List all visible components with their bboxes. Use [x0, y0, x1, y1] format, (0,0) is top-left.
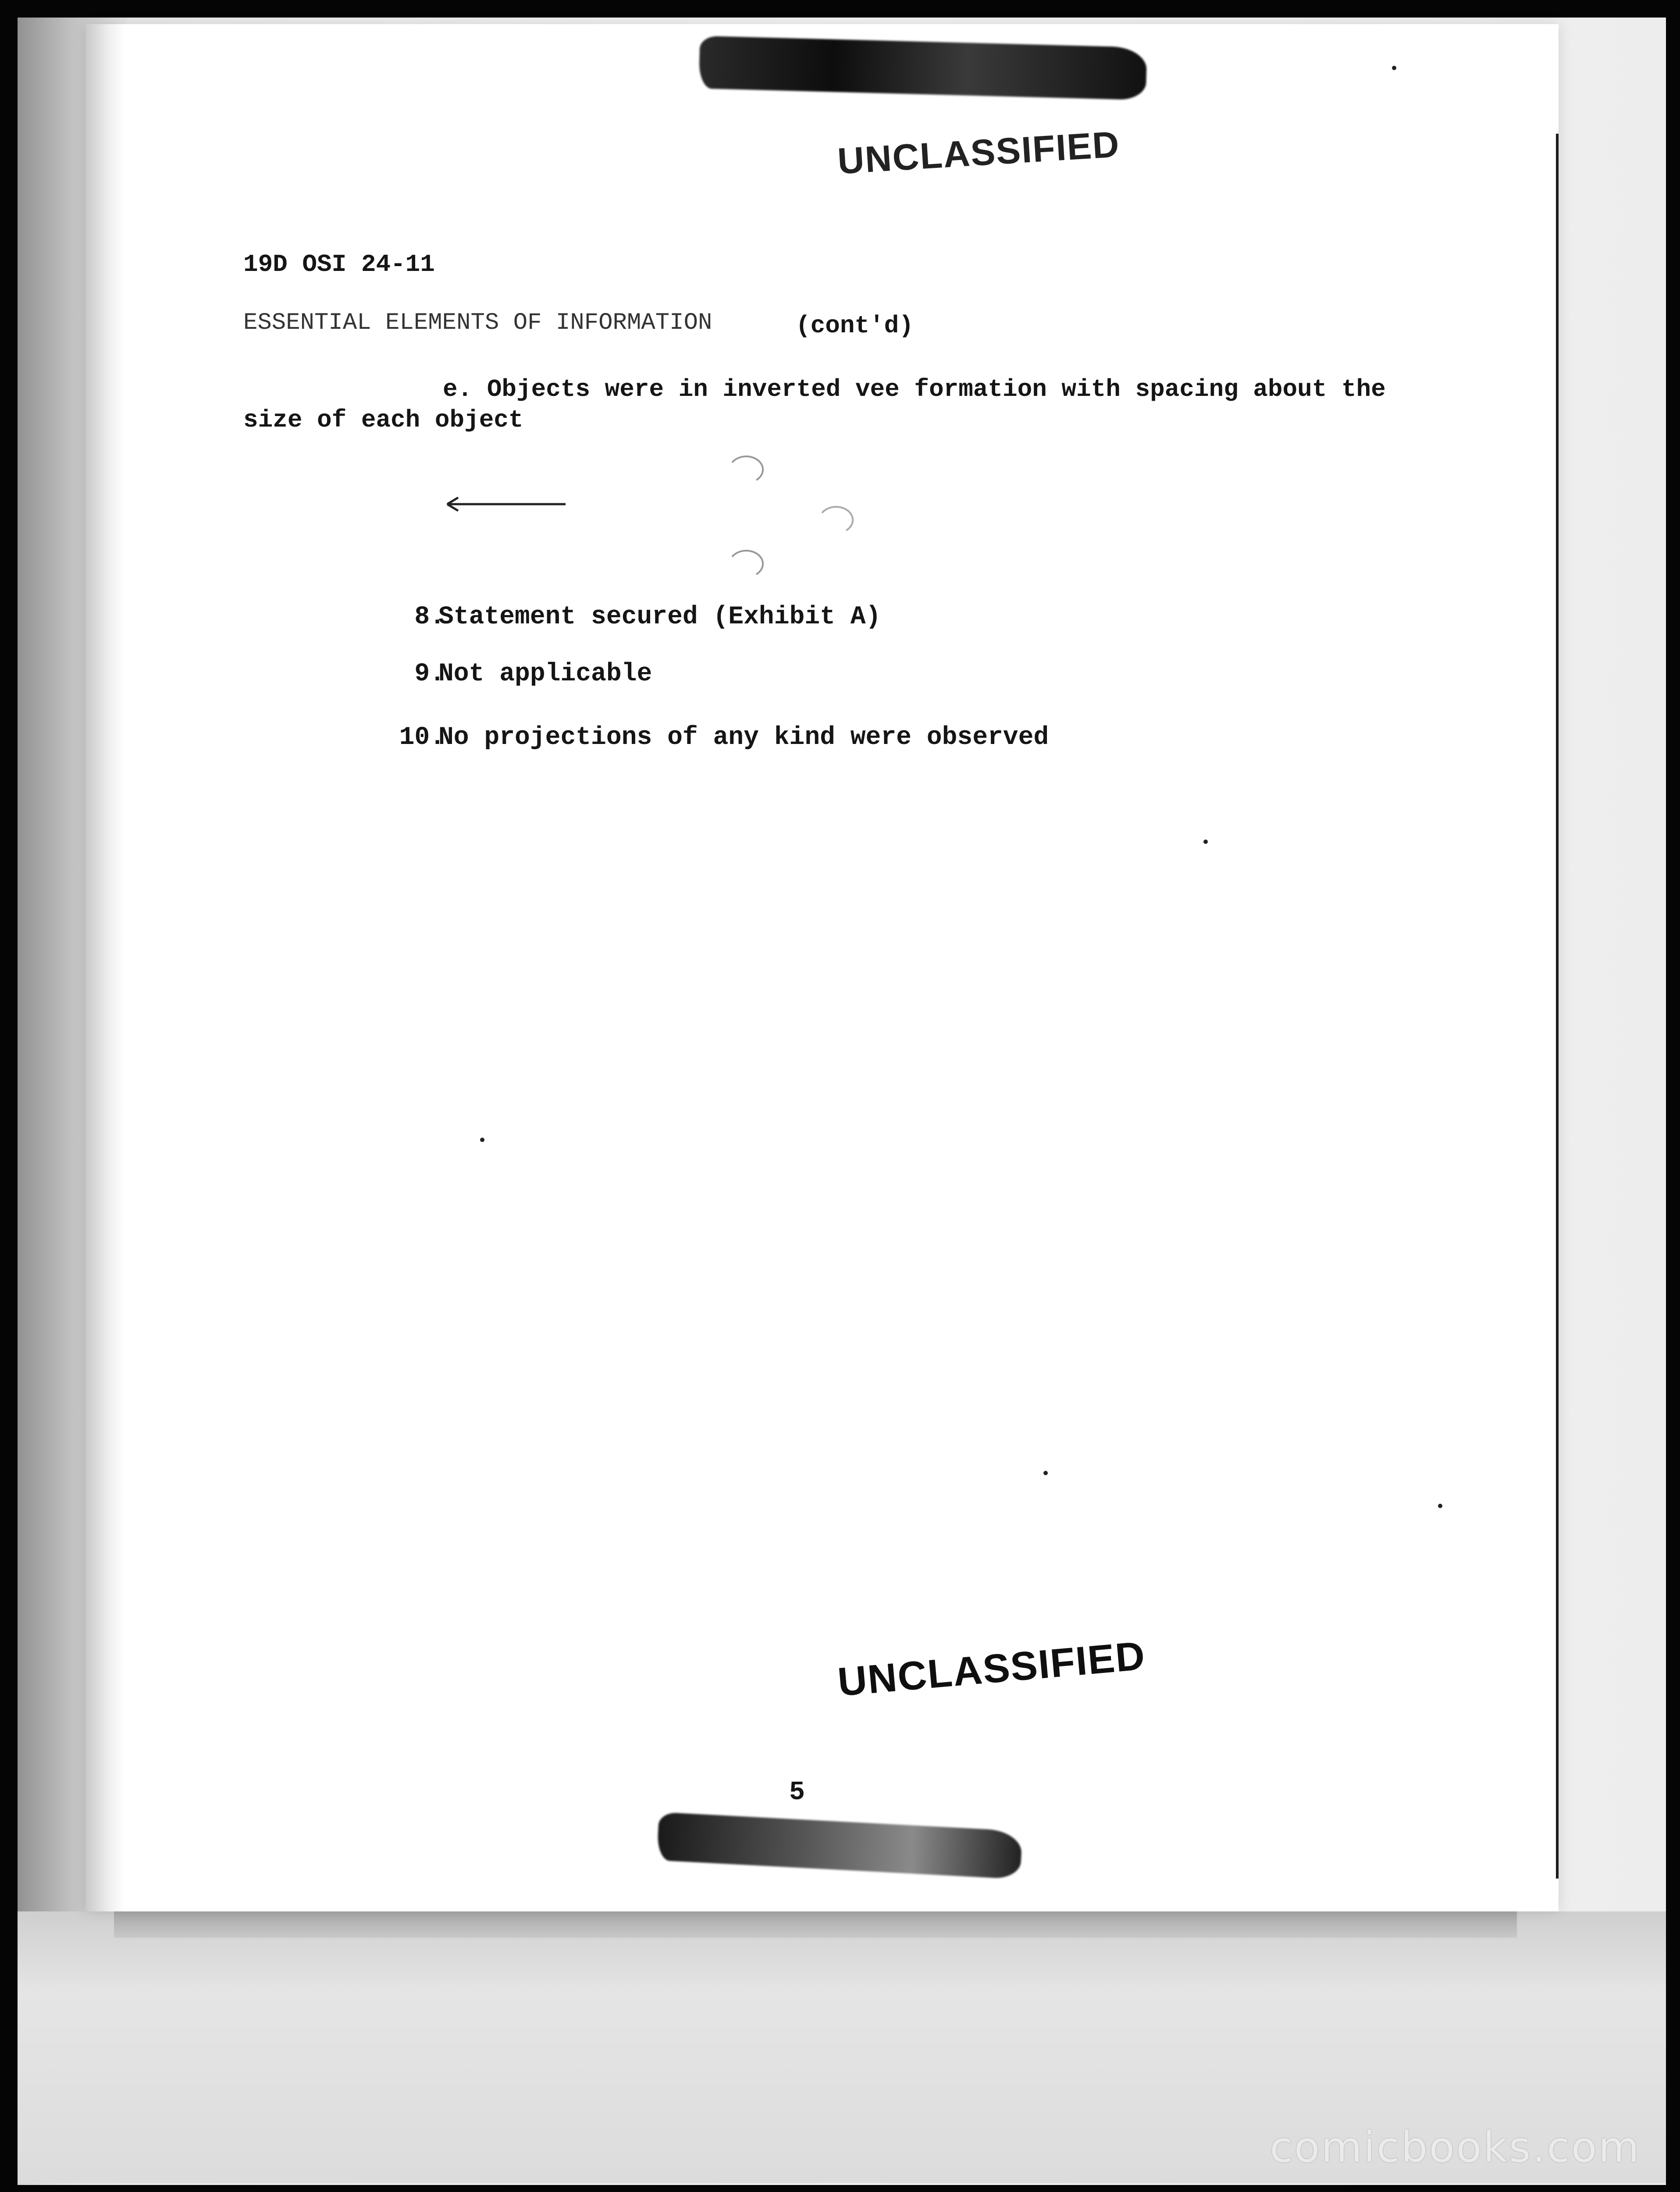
bottom-redaction-mark [657, 1812, 1023, 1879]
item-number: 10. [399, 723, 445, 752]
page-bottom-shadow [114, 1911, 1517, 1938]
document-page [85, 24, 1559, 1911]
item-e-line-1: e. Objects were in inverted vee formation with spacing about the [443, 375, 1386, 403]
section-heading: ESSENTIAL ELEMENTS OF INFORMATION [243, 310, 712, 336]
page-right-edge-line [1556, 134, 1559, 1879]
formation-object-bottom [732, 551, 763, 574]
paper-speck [1438, 1504, 1442, 1508]
page-left-edge [85, 24, 125, 1911]
item-number: 8. [414, 603, 445, 631]
formation-object-right [822, 507, 853, 530]
item-number: 9. [414, 660, 445, 688]
header-unclassified-stamp: UNCLASSIFIED [836, 123, 1121, 182]
item-text: Not applicable [438, 660, 652, 688]
top-redaction-mark [699, 36, 1147, 100]
paper-speck [1203, 840, 1208, 844]
formation-object-top [732, 456, 763, 480]
formation-sketch [85, 24, 1559, 1911]
footer-unclassified-stamp: UNCLASSIFIED [836, 1633, 1147, 1705]
page-number: 5 [789, 1778, 805, 1808]
item-e-line-2: size of each object [243, 406, 523, 434]
formation-arrow-head [447, 498, 458, 511]
file-reference: 19D OSI 24-11 [243, 250, 435, 278]
item-text: Statement secured (Exhibit A) [438, 603, 881, 631]
item-text: No projections of any kind were observed [438, 723, 1049, 752]
site-watermark: comicbooks.com [1269, 2123, 1641, 2172]
paper-speck [1392, 66, 1396, 70]
section-heading-suffix: (cont'd) [796, 312, 914, 340]
paper-speck [1043, 1471, 1048, 1475]
paper-speck [480, 1138, 484, 1142]
